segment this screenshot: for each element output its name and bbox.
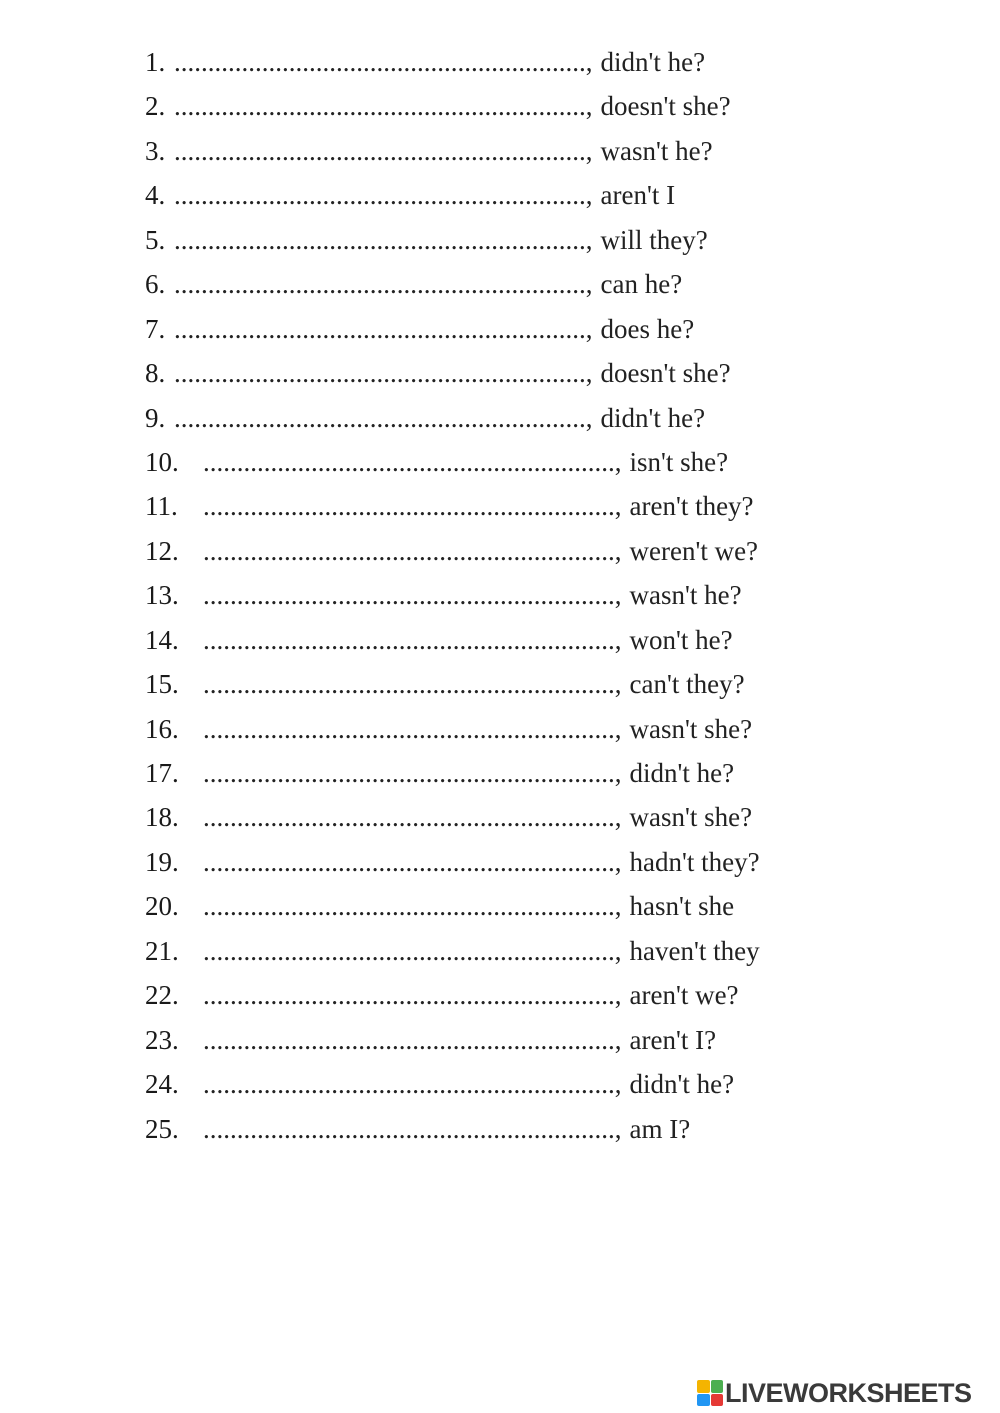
question-row [0,884,1000,928]
question-number: 18. [145,802,179,833]
question-tag: doesn't she? [600,91,731,122]
question-row [0,529,1000,573]
question-tag: can't they? [629,669,745,700]
question-number: 24. [145,1069,179,1100]
question-row [0,573,1000,617]
answer-blank[interactable] [174,173,675,217]
question-tag: aren't I? [629,1024,717,1055]
question-number: 15. [145,669,179,700]
answer-blank[interactable] [203,440,728,484]
answer-blank-dots: ............................................................., [174,224,593,255]
answer-blank[interactable] [203,1107,690,1151]
answer-blank[interactable] [203,840,760,884]
question-tag: didn't he? [629,1069,735,1100]
question-tag: didn't he? [600,402,706,433]
question-number: 6. [145,269,166,300]
question-tag: wasn't she? [629,802,753,833]
logo-text: LIVEWORKSHEETS [725,1377,972,1408]
question-row [0,1062,1000,1106]
question-number: 10. [145,446,179,477]
answer-blank[interactable] [203,884,734,928]
question-tag: isn't she? [629,446,729,477]
question-number: 23. [145,1024,179,1055]
worksheet [0,40,1000,1151]
answer-blank[interactable] [203,707,752,751]
question-tag: can he? [600,269,683,300]
question-tag: won't he? [629,624,733,655]
answer-blank[interactable] [203,973,739,1017]
question-row [0,173,1000,217]
question-tag: wasn't she? [629,713,753,744]
question-row [0,440,1000,484]
question-tag: hadn't they? [629,846,760,877]
logo-square-yellow [697,1380,710,1393]
answer-blank-dots: ............................................................., [203,669,622,700]
answer-blank-dots: ............................................................., [174,47,593,77]
logo-square-blue [697,1394,710,1407]
question-row [0,218,1000,262]
question-number: 17. [145,758,179,788]
question-number: 5. [145,224,166,255]
liveworksheets-logo [697,1377,972,1409]
question-number: 13. [145,580,179,611]
answer-blank[interactable] [174,129,713,173]
answer-blank-dots: ............................................................., [203,1024,622,1055]
question-number: 25. [145,1113,179,1144]
question-row [0,396,1000,440]
question-row [0,307,1000,351]
question-number: 3. [145,135,166,166]
answer-blank-dots: ............................................................., [174,313,593,344]
question-tag: aren't I [600,180,676,211]
answer-blank[interactable] [203,1062,734,1106]
question-row [0,129,1000,173]
answer-blank[interactable] [203,573,742,617]
question-row [0,795,1000,839]
logo-square-red [711,1394,724,1407]
question-row [0,484,1000,528]
answer-blank[interactable] [203,484,754,528]
answer-blank-dots: ............................................................., [203,980,622,1011]
question-tag: does he? [600,313,695,344]
question-number: 7. [145,313,166,344]
question-tag: haven't they [629,935,760,966]
question-number: 16. [145,713,179,744]
question-row [0,973,1000,1017]
question-row [0,84,1000,128]
question-tag: am I? [629,1113,691,1144]
question-row [0,751,1000,795]
question-tag: wasn't he? [600,135,713,166]
question-number: 14. [145,624,179,655]
answer-blank[interactable] [203,795,752,839]
answer-blank-dots: ............................................................., [174,402,593,433]
answer-blank-dots: ............................................................., [203,713,622,744]
answer-blank-dots: ............................................................., [203,1069,622,1100]
question-tag: aren't they? [629,491,754,522]
question-number: 9. [145,402,166,433]
question-row [0,1107,1000,1151]
answer-blank-dots: ............................................................., [174,180,593,211]
question-number: 20. [145,891,179,922]
answer-blank[interactable] [203,529,758,573]
question-tag: aren't we? [629,980,739,1011]
question-number: 22. [145,980,179,1011]
question-row [0,618,1000,662]
question-row [0,707,1000,751]
answer-blank-dots: ............................................................., [203,935,622,966]
question-row [0,351,1000,395]
answer-blank[interactable] [174,351,731,395]
answer-blank[interactable] [203,662,745,706]
answer-blank[interactable] [174,262,682,306]
question-row [0,662,1000,706]
question-row [0,1018,1000,1062]
answer-blank[interactable] [174,307,694,351]
answer-blank[interactable] [203,1018,716,1062]
answer-blank-dots: ............................................................., [174,135,593,166]
logo-square-green [711,1380,724,1393]
question-number: 12. [145,535,179,566]
question-number: 21. [145,935,179,966]
answer-blank[interactable] [203,751,734,795]
question-tag: doesn't she? [600,358,731,389]
answer-blank-dots: ............................................................., [203,491,622,522]
answer-blank-dots: ............................................................., [203,891,622,922]
question-tag: will they? [600,224,708,255]
question-row [0,262,1000,306]
answer-blank[interactable] [174,40,705,84]
answer-blank-dots: ............................................................., [174,91,593,122]
answer-blank[interactable] [174,218,708,262]
question-tag: weren't we? [629,535,759,566]
answer-blank-dots: ............................................................., [174,358,593,389]
answer-blank[interactable] [174,396,705,440]
answer-blank-dots: ............................................................., [174,269,593,300]
answer-blank-dots: ............................................................., [203,446,622,477]
question-number: 2. [145,91,166,122]
answer-blank-dots: ............................................................., [203,758,622,788]
question-tag: wasn't he? [629,580,742,611]
question-row [0,840,1000,884]
answer-blank-dots: ............................................................., [203,535,622,566]
answer-blank-dots: ............................................................., [203,1113,622,1144]
answer-blank-dots: ............................................................., [203,580,622,611]
question-number: 19. [145,846,179,877]
answer-blank[interactable] [203,929,760,973]
answer-blank-dots: ............................................................., [203,846,622,877]
liveworksheets-logo-icon [697,1380,723,1406]
question-number: 1. [145,47,166,77]
question-row [0,40,1000,84]
question-tag: didn't he? [600,47,706,77]
question-row [0,929,1000,973]
answer-blank[interactable] [203,618,733,662]
answer-blank-dots: ............................................................., [203,624,622,655]
question-number: 11. [145,491,178,522]
answer-blank[interactable] [174,84,731,128]
question-number: 4. [145,180,166,211]
answer-blank-dots: ............................................................., [203,802,622,833]
question-tag: hasn't she [629,891,735,922]
question-number: 8. [145,358,166,389]
question-tag: didn't he? [629,758,735,788]
